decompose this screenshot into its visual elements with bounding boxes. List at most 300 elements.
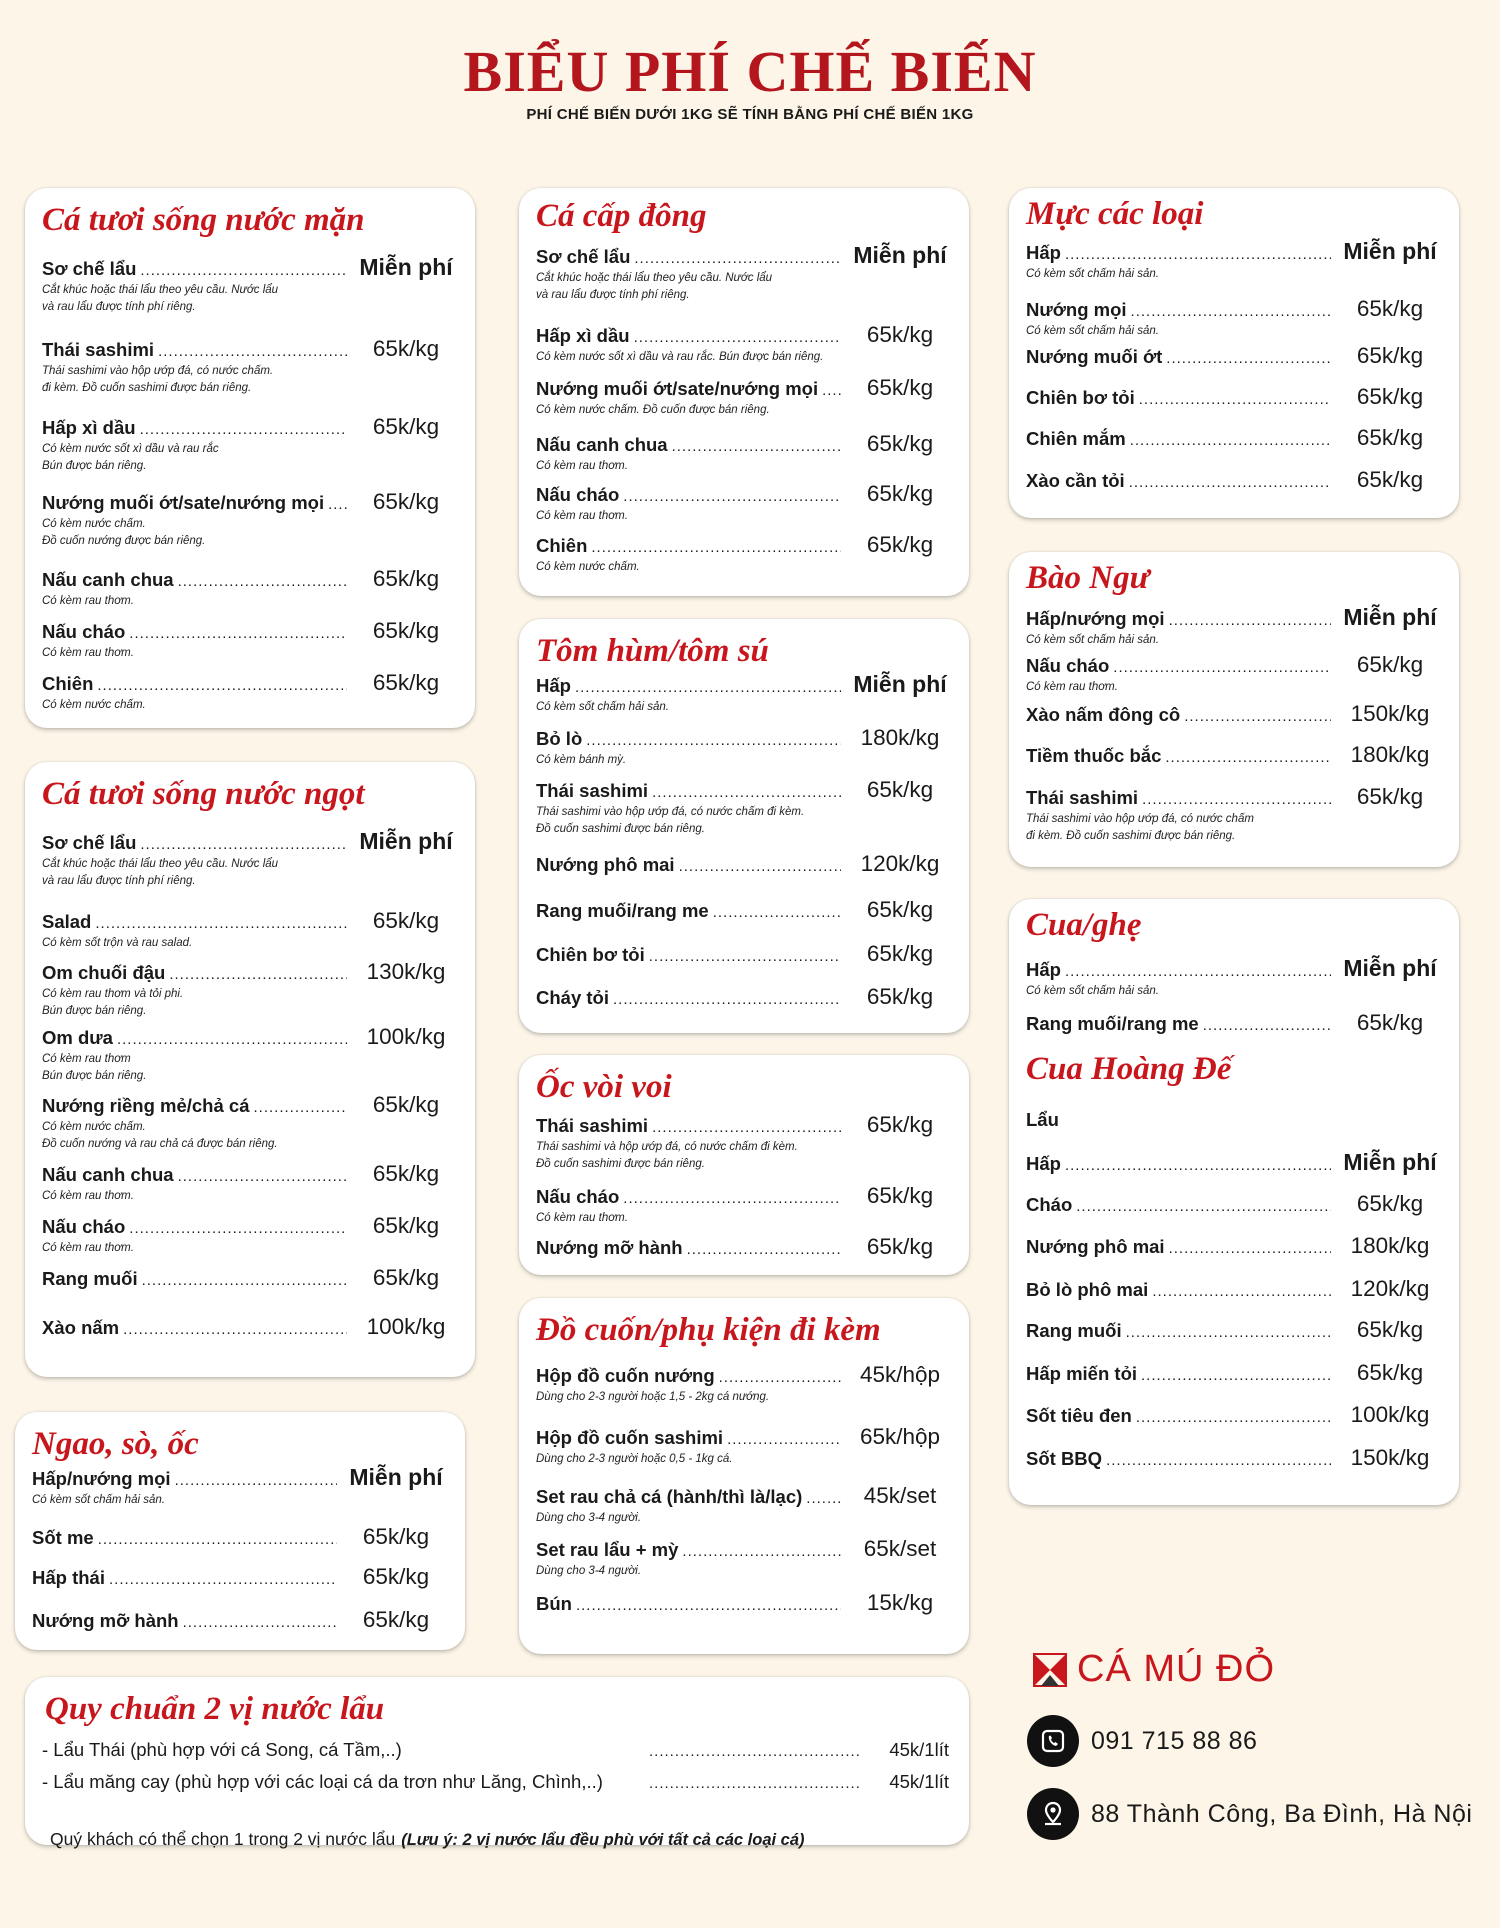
leader-dots bbox=[175, 1472, 337, 1489]
menu-item-line bbox=[42, 959, 461, 985]
menu-item bbox=[536, 1362, 955, 1406]
menu-item-line bbox=[42, 489, 461, 515]
menu-item bbox=[536, 532, 955, 576]
broth-item-price: 45k/1lít bbox=[889, 1739, 949, 1760]
menu-item-price: 100k/kg bbox=[366, 1314, 446, 1339]
menu-item-note: Có kèm rau thơm Bún được bán riêng. bbox=[42, 1053, 147, 1082]
card-muc bbox=[1009, 188, 1459, 518]
menu-item bbox=[1026, 742, 1445, 768]
menu-item bbox=[536, 1112, 955, 1173]
menu-item-price: 180k/kg bbox=[1350, 742, 1430, 767]
menu-item-price: 65k/kg bbox=[1356, 384, 1424, 409]
menu-item-name: Hấp/nướng mọi bbox=[1026, 608, 1165, 629]
menu-item bbox=[42, 828, 461, 890]
leader-dots bbox=[140, 262, 347, 279]
menu-item-line bbox=[536, 1112, 955, 1138]
menu-item-price: 65k/kg bbox=[362, 1524, 430, 1549]
menu-item-name: Nướng muối ớt/sate/nướng mọi bbox=[42, 492, 325, 513]
menu-item-line bbox=[1026, 1191, 1445, 1217]
section-title: Đồ cuốn/phụ kiện đi kèm bbox=[536, 1312, 881, 1348]
menu-item bbox=[536, 1234, 955, 1260]
menu-item-name: Nấu canh chua bbox=[42, 569, 174, 590]
menu-item-name: Cháy tỏi bbox=[536, 987, 609, 1008]
leader-dots bbox=[1130, 432, 1331, 449]
menu-item-name: Xào cần tỏi bbox=[1026, 470, 1125, 491]
menu-item-price: 150k/kg bbox=[1350, 701, 1430, 726]
brand-name: CÁ MÚ ĐỎ bbox=[1077, 1648, 1275, 1690]
menu-item-line bbox=[1026, 955, 1445, 982]
menu-item-name: Sơ chế lẩu bbox=[42, 258, 137, 279]
menu-item-price: 65k/kg bbox=[372, 336, 440, 361]
menu-item-line bbox=[42, 1213, 461, 1239]
leader-dots bbox=[254, 1099, 348, 1116]
broth-title: Quy chuẩn 2 vị nước lẩu bbox=[45, 1691, 385, 1727]
menu-item-line bbox=[536, 897, 955, 923]
leader-dots bbox=[586, 732, 841, 749]
menu-item-line bbox=[1026, 1276, 1445, 1302]
menu-item-price: Miễn phí bbox=[1343, 604, 1437, 630]
menu-item-price: 65k/kg bbox=[866, 1112, 934, 1137]
menu-item-name: Sốt me bbox=[32, 1527, 94, 1548]
section-title: Cá tươi sống nước mặn bbox=[42, 202, 365, 238]
menu-item-note: Có kèm rau thơm và tỏi phi. Bún được bán riêng. bbox=[42, 988, 184, 1017]
menu-item bbox=[1026, 296, 1445, 340]
menu-item bbox=[42, 566, 461, 610]
menu-item bbox=[1026, 1191, 1445, 1217]
leader-dots bbox=[652, 784, 841, 801]
menu-item-price: 65k/kg bbox=[372, 1265, 440, 1290]
menu-item-name: Tiềm thuốc bắc bbox=[1026, 745, 1162, 766]
leader-dots bbox=[1131, 303, 1331, 320]
leader-dots bbox=[1129, 474, 1331, 491]
menu-item-price: 65k/kg bbox=[1356, 467, 1424, 492]
menu-item-note: Dùng cho 2-3 người hoặc 0,5 - 1kg cá. bbox=[536, 1453, 733, 1465]
menu-item bbox=[536, 851, 955, 877]
menu-item-name: Hấp thái bbox=[32, 1567, 105, 1588]
menu-item-name: Set rau chả cá (hành/thì là/lạc) bbox=[536, 1486, 803, 1507]
leader-dots bbox=[98, 1531, 337, 1548]
menu-item-name: Nấu cháo bbox=[536, 484, 620, 505]
menu-item-price: 65k/kg bbox=[866, 375, 934, 400]
menu-item-price: 150k/kg bbox=[1350, 1445, 1430, 1470]
menu-item-note: Cắt khúc hoặc thái lẩu theo yêu cầu. Nước lẩu và rau lẩu được tính phí riêng. bbox=[42, 284, 279, 313]
broth-item-label: - Lẩu Thái (phù hợp với cá Song, cá Tầm,..) bbox=[42, 1739, 402, 1760]
menu-item bbox=[1026, 425, 1445, 451]
leader-dots bbox=[1203, 1017, 1331, 1034]
menu-item bbox=[1026, 1402, 1445, 1428]
menu-item-name: Bỏ lò phô mai bbox=[1026, 1279, 1149, 1300]
phone-contact[interactable] bbox=[1027, 1715, 1257, 1767]
card-ca-nuoc-ngot bbox=[25, 762, 475, 1377]
menu-item-name: Hấp bbox=[536, 675, 571, 696]
menu-item bbox=[536, 984, 955, 1010]
menu-item-price: 15k/kg bbox=[866, 1590, 934, 1615]
menu-item-line bbox=[32, 1607, 451, 1633]
menu-item-note: Có kèm sốt chấm hải sản. bbox=[536, 701, 669, 713]
menu-item-line bbox=[42, 1092, 461, 1118]
menu-item-name: Nướng riềng mẻ/chả cá bbox=[42, 1095, 250, 1116]
leader-dots bbox=[1169, 612, 1331, 629]
menu-item-line bbox=[1026, 384, 1445, 410]
leader-dots bbox=[1065, 1157, 1331, 1174]
menu-item-line bbox=[1026, 701, 1445, 727]
menu-item-price: 65k/kg bbox=[372, 618, 440, 643]
menu-item-note: Có kèm nước chấm. bbox=[536, 561, 640, 573]
leader-dots bbox=[649, 1743, 859, 1760]
menu-item-line bbox=[1026, 1402, 1445, 1428]
menu-item-name: Bỏ lò bbox=[536, 728, 583, 749]
menu-item-price: 65k/kg bbox=[1356, 652, 1424, 677]
leader-dots bbox=[623, 1190, 841, 1207]
leader-dots bbox=[109, 1571, 337, 1588]
leader-dots bbox=[142, 1272, 347, 1289]
menu-item-name: Om dưa bbox=[42, 1027, 113, 1048]
menu-item-name: Set rau lẩu + mỳ bbox=[536, 1539, 679, 1560]
menu-item bbox=[42, 1265, 461, 1291]
menu-item bbox=[1026, 238, 1445, 283]
location-pin-icon bbox=[1027, 1788, 1079, 1840]
menu-item-note: Dùng cho 3-4 người. bbox=[536, 1565, 642, 1577]
section-title: Mực các loại bbox=[1026, 196, 1204, 232]
menu-item-line bbox=[1026, 784, 1445, 810]
menu-item-note: Có kèm sốt trộn và rau salad. bbox=[42, 937, 193, 949]
menu-item-line bbox=[42, 414, 461, 440]
menu-item-price: 65k/kg bbox=[372, 566, 440, 591]
menu-item-line bbox=[536, 671, 955, 698]
menu-item-line bbox=[536, 242, 955, 269]
section-title: Cua Hoàng Đế bbox=[1026, 1051, 1232, 1087]
menu-item-note: Dùng cho 3-4 người. bbox=[536, 1512, 642, 1524]
menu-item-price: 65k/kg bbox=[1356, 343, 1424, 368]
menu-item-line bbox=[536, 851, 955, 877]
leader-dots bbox=[1106, 1452, 1331, 1469]
menu-item-note: Có kèm sốt chấm hải sản. bbox=[1026, 325, 1159, 337]
menu-item bbox=[1026, 1233, 1445, 1259]
broth-note-italic: (Lưu ý: 2 vị nước lẩu đều phù với tất cả các loại cá) bbox=[401, 1831, 805, 1849]
menu-item-line bbox=[536, 1590, 955, 1616]
menu-item-name: Thái sashimi bbox=[536, 1115, 649, 1136]
menu-item bbox=[42, 489, 461, 550]
leader-dots bbox=[140, 836, 347, 853]
leader-dots bbox=[727, 1431, 841, 1448]
menu-item bbox=[536, 777, 955, 838]
card-oc-voi-voi bbox=[519, 1055, 969, 1275]
menu-item bbox=[536, 481, 955, 525]
menu-item-note: Có kèm rau thơm. bbox=[42, 1190, 134, 1202]
menu-item-price: 65k/kg bbox=[866, 481, 934, 506]
menu-item-name: Bún bbox=[536, 1593, 572, 1614]
menu-item bbox=[42, 670, 461, 714]
menu-item-name: Nấu cháo bbox=[1026, 655, 1110, 676]
menu-item-name: Thái sashimi bbox=[536, 780, 649, 801]
menu-item bbox=[536, 1483, 955, 1527]
menu-item-name: Nấu cháo bbox=[42, 1216, 126, 1237]
menu-item-note: Cắt khúc hoặc thái lẩu theo yêu cầu. Nước lẩu và rau lẩu được tính phí riêng. bbox=[42, 858, 279, 887]
menu-item bbox=[536, 725, 955, 769]
leader-dots bbox=[1141, 1367, 1331, 1384]
card-ngao-so-oc bbox=[15, 1412, 465, 1650]
leader-dots bbox=[822, 382, 841, 399]
menu-item bbox=[536, 941, 955, 967]
menu-item-price: Miễn phí bbox=[1343, 1149, 1437, 1175]
menu-item-line bbox=[536, 1483, 955, 1509]
menu-item-note: Có kèm bánh mỳ. bbox=[536, 754, 627, 766]
menu-item-line bbox=[42, 336, 461, 362]
menu-item-name: Rang muối/rang me bbox=[1026, 1013, 1199, 1034]
menu-item-name: Om chuối đậu bbox=[42, 962, 166, 983]
menu-item-line bbox=[42, 254, 461, 281]
menu-item-line bbox=[1026, 238, 1445, 265]
menu-item-name: Nướng mỡ hành bbox=[536, 1237, 683, 1258]
menu-item-name: Hộp đồ cuốn nướng bbox=[536, 1365, 715, 1386]
menu-item-name: Nướng mỡ hành bbox=[32, 1610, 179, 1631]
menu-item-line bbox=[42, 618, 461, 644]
menu-item-note: Có kèm rau thơm. bbox=[42, 647, 134, 659]
menu-item-note: Có kèm rau thơm. bbox=[536, 510, 628, 522]
card-ca-nuoc-man bbox=[25, 188, 475, 728]
menu-item-line bbox=[32, 1524, 451, 1550]
leader-dots bbox=[623, 488, 841, 505]
menu-item-line bbox=[536, 532, 955, 558]
menu-item-price: 65k/kg bbox=[866, 431, 934, 456]
section-title: Cá cấp đông bbox=[536, 198, 707, 234]
menu-item-price: Miễn phí bbox=[359, 828, 453, 854]
menu-item-price: 65k/kg bbox=[372, 1092, 440, 1117]
menu-item bbox=[42, 336, 461, 397]
menu-item-name: Chiên bơ tỏi bbox=[1026, 387, 1135, 408]
leader-dots bbox=[178, 573, 347, 590]
menu-item bbox=[1026, 604, 1445, 649]
menu-item bbox=[536, 1536, 955, 1580]
menu-item bbox=[536, 897, 955, 923]
menu-item-price: 65k/kg bbox=[1356, 1360, 1424, 1385]
menu-item-line bbox=[42, 1024, 461, 1050]
section-title: Cua/ghẹ bbox=[1026, 907, 1142, 943]
menu-item-name: Cháo bbox=[1026, 1194, 1073, 1215]
leader-dots bbox=[1065, 963, 1331, 980]
menu-item-line bbox=[536, 1536, 955, 1562]
menu-item-price: 100k/kg bbox=[1350, 1402, 1430, 1427]
menu-item-price: Miễn phí bbox=[853, 671, 947, 697]
menu-item-name: Nướng phô mai bbox=[536, 854, 675, 875]
page-subtitle: PHÍ CHẾ BIẾN DƯỚI 1KG SẼ TÍNH BẰNG PHÍ CHẾ BIẾN 1KG bbox=[526, 106, 974, 123]
menu-item bbox=[1026, 701, 1445, 727]
menu-item-name: Rang muối/rang me bbox=[536, 900, 709, 921]
section-title: Ốc vòi voi bbox=[536, 1069, 672, 1105]
brand-logo bbox=[1033, 1648, 1275, 1691]
menu-item-name: Sốt BBQ bbox=[1026, 1448, 1103, 1469]
menu-item bbox=[42, 1092, 461, 1153]
leader-dots bbox=[649, 1775, 859, 1792]
menu-item-price: Miễn phí bbox=[853, 242, 947, 268]
menu-item-price: 65k/kg bbox=[1356, 425, 1424, 450]
menu-item-name: Salad bbox=[42, 911, 92, 932]
broth-item bbox=[42, 1771, 949, 1793]
menu-item-line bbox=[42, 670, 461, 696]
menu-item-price: 65k/kg bbox=[1356, 1317, 1424, 1342]
menu-item-line bbox=[1026, 1233, 1445, 1259]
menu-item-price: 65k/kg bbox=[866, 897, 934, 922]
menu-item-line bbox=[1026, 467, 1445, 493]
phone-number: 091 715 88 86 bbox=[1091, 1726, 1258, 1755]
menu-item-name: Chiên mắm bbox=[1026, 428, 1126, 449]
menu-item bbox=[536, 1424, 955, 1468]
section-title: Tôm hùm/tôm sú bbox=[536, 633, 769, 669]
menu-item bbox=[1026, 652, 1445, 696]
menu-item-price: 65k/kg bbox=[866, 1234, 934, 1259]
leader-dots bbox=[1184, 708, 1331, 725]
leader-dots bbox=[634, 250, 841, 267]
menu-item-price: 100k/kg bbox=[366, 1024, 446, 1049]
leader-dots bbox=[652, 1119, 841, 1136]
menu-item-note: Thái sashimi vào hộp ướp đá, có nước chấm. đi kèm. Đồ cuốn sashimi được bán riêng. bbox=[42, 365, 274, 394]
leader-dots bbox=[719, 1369, 841, 1386]
leader-dots bbox=[129, 625, 347, 642]
menu-item-line bbox=[1026, 652, 1445, 678]
menu-item-line bbox=[536, 322, 955, 348]
menu-item-price: 65k/kg bbox=[1356, 1191, 1424, 1216]
leader-dots bbox=[129, 1220, 347, 1237]
menu-item-note: Cắt khúc hoặc thái lẩu theo yêu cầu. Nước lẩu và rau lẩu được tính phí riêng. bbox=[536, 272, 773, 301]
menu-item bbox=[1026, 1109, 1445, 1131]
menu-item-line bbox=[42, 1161, 461, 1187]
broth-note bbox=[50, 1829, 805, 1850]
menu-item-price: 180k/kg bbox=[1350, 1233, 1430, 1258]
menu-item-note: Thái sashimi vào hộp ướp đá, có nước chấm đi kèm. Đồ cuốn sashimi được bán riêng. bbox=[1026, 813, 1254, 842]
menu-item-line bbox=[42, 566, 461, 592]
leader-dots bbox=[1169, 1240, 1331, 1257]
menu-item bbox=[42, 1024, 461, 1085]
broth-item-label: - Lẩu măng cay (phù hợp với các loại cá da trơn như Lăng, Chình,..) bbox=[42, 1771, 603, 1792]
menu-item-price: 65k/kg bbox=[372, 908, 440, 933]
leader-dots bbox=[634, 329, 841, 346]
menu-item-name: Hấp xì dầu bbox=[42, 417, 136, 438]
leader-dots bbox=[1139, 391, 1331, 408]
menu-item bbox=[536, 242, 955, 304]
menu-item-note: Dùng cho 2-3 người hoặc 1,5 - 2kg cá nướng. bbox=[536, 1391, 770, 1403]
section-title: Bào Ngư bbox=[1026, 560, 1150, 596]
menu-item-price: 65k/kg bbox=[1356, 784, 1424, 809]
leader-dots bbox=[576, 1597, 841, 1614]
menu-item bbox=[42, 1314, 461, 1340]
menu-item-price: 65k/kg bbox=[372, 1213, 440, 1238]
menu-item-price: 65k/kg bbox=[362, 1607, 430, 1632]
leader-dots bbox=[649, 948, 841, 965]
leader-dots bbox=[1136, 1409, 1331, 1426]
menu-item-line bbox=[1026, 296, 1445, 322]
leader-dots bbox=[169, 966, 347, 983]
section-title: Cá tươi sống nước ngọt bbox=[42, 776, 365, 812]
menu-item-name: Chiên bbox=[536, 535, 588, 556]
menu-item bbox=[42, 254, 461, 316]
menu-item-name: Nướng phô mai bbox=[1026, 1236, 1165, 1257]
menu-item-price: Miễn phí bbox=[1343, 955, 1437, 981]
menu-item-note: Có kèm nước chấm. bbox=[42, 699, 146, 711]
card-bao-ngu bbox=[1009, 552, 1459, 867]
menu-item-price: 120k/kg bbox=[860, 851, 940, 876]
menu-item-line bbox=[32, 1564, 451, 1590]
menu-item-line bbox=[42, 908, 461, 934]
menu-item-note: Thái sashimi vào hộp ướp đá, có nước chấm đi kèm. Đồ cuốn sashimi được bán riêng. bbox=[536, 806, 805, 835]
menu-item-line bbox=[536, 941, 955, 967]
menu-item-name: Nấu cháo bbox=[536, 1186, 620, 1207]
menu-item-name: Hấp xì dầu bbox=[536, 325, 630, 346]
leader-dots bbox=[713, 904, 841, 921]
menu-item-name: Xào nấm bbox=[42, 1317, 120, 1338]
menu-item-price: 65k/kg bbox=[866, 941, 934, 966]
menu-item-price: 65k/kg bbox=[362, 1564, 430, 1589]
leader-dots bbox=[1166, 350, 1331, 367]
leader-dots bbox=[1113, 659, 1331, 676]
leader-dots bbox=[687, 1241, 841, 1258]
page-title: BIỂU PHÍ CHẾ BIẾN bbox=[463, 39, 1037, 104]
menu-item-price: 65k/kg bbox=[866, 984, 934, 1009]
menu-item-price: 65k/kg bbox=[372, 414, 440, 439]
card-nuoc-lau bbox=[25, 1677, 969, 1849]
menu-item-line bbox=[42, 1265, 461, 1291]
menu-item-line bbox=[42, 1314, 461, 1340]
menu-item-line bbox=[536, 984, 955, 1010]
menu-item-line bbox=[536, 1424, 955, 1450]
leader-dots bbox=[178, 1168, 347, 1185]
menu-item bbox=[1026, 343, 1445, 369]
menu-item bbox=[1026, 1317, 1445, 1343]
menu-item-line bbox=[1026, 425, 1445, 451]
menu-item-name: Hấp/nướng mọi bbox=[32, 1468, 171, 1489]
menu-item bbox=[42, 908, 461, 952]
menu-item-name: Xào nấm đông cô bbox=[1026, 704, 1181, 725]
phone-icon bbox=[1027, 1715, 1079, 1767]
menu-item-name: Nướng muối ớt bbox=[1026, 346, 1163, 367]
menu-item-line bbox=[536, 1183, 955, 1209]
menu-item-price: 65k/kg bbox=[372, 1161, 440, 1186]
leader-dots bbox=[682, 1543, 841, 1560]
leader-dots bbox=[679, 858, 841, 875]
menu-item-line bbox=[536, 777, 955, 803]
menu-item bbox=[42, 1161, 461, 1205]
menu-item-name: Chiên bơ tỏi bbox=[536, 944, 645, 965]
card-do-cuon bbox=[519, 1298, 969, 1654]
leader-dots bbox=[97, 677, 347, 694]
menu-item-price: Miễn phí bbox=[359, 254, 453, 280]
menu-item-name: Hộp đồ cuốn sashimi bbox=[536, 1427, 724, 1448]
address-contact[interactable] bbox=[1027, 1788, 1472, 1840]
menu-item-name: Hấp miến tỏi bbox=[1026, 1363, 1138, 1384]
menu-item-name: Hấp bbox=[1026, 242, 1061, 263]
menu-item bbox=[536, 322, 955, 366]
menu-item bbox=[536, 671, 955, 716]
menu-item bbox=[1026, 384, 1445, 410]
menu-item-price: 120k/kg bbox=[1350, 1276, 1430, 1301]
leader-dots bbox=[328, 496, 347, 513]
menu-item-price: 130k/kg bbox=[366, 959, 446, 984]
menu-item-line bbox=[1026, 1445, 1445, 1471]
menu-item-line bbox=[536, 431, 955, 457]
menu-item-line bbox=[32, 1464, 451, 1491]
menu-item-name: Nấu canh chua bbox=[536, 434, 668, 455]
menu-item-name: Nướng muối ớt/sate/nướng mọi bbox=[536, 378, 819, 399]
menu-item-note: Có kèm nước sốt xì dầu và rau rắc Bún được bán riêng. bbox=[42, 443, 219, 472]
menu-item-name: Thái sashimi bbox=[1026, 787, 1139, 808]
broth-item-price: 45k/1lít bbox=[889, 1771, 949, 1792]
menu-item-price: 45k/hộp bbox=[859, 1362, 941, 1387]
menu-item-price: 65k/hộp bbox=[859, 1424, 941, 1449]
menu-item-line bbox=[536, 1234, 955, 1260]
menu-item-price: Miễn phí bbox=[349, 1464, 443, 1490]
leader-dots bbox=[591, 539, 841, 556]
leader-dots bbox=[1076, 1198, 1331, 1215]
card-tom-hum bbox=[519, 619, 969, 1033]
